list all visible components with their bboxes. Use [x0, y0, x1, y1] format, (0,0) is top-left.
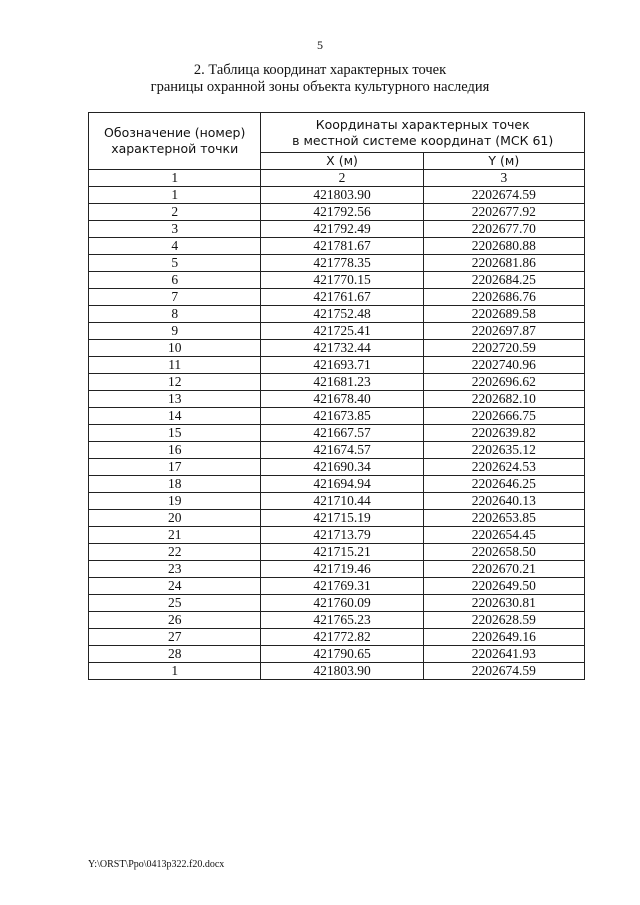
point-number-cell: 2 — [89, 204, 261, 221]
table-title — [0, 62, 640, 96]
table-row — [89, 578, 585, 595]
y-coordinate-cell: 2202680.88 — [423, 238, 584, 255]
table-header — [89, 113, 585, 187]
x-coordinate-cell: 421715.19 — [261, 510, 423, 527]
point-number-cell: 1 — [89, 187, 261, 204]
x-coordinate-cell: 421681.23 — [261, 374, 423, 391]
point-number-cell: 5 — [89, 255, 261, 272]
x-coordinate-cell: 421674.57 — [261, 442, 423, 459]
y-coordinate-cell: 2202689.58 — [423, 306, 584, 323]
y-coordinate-cell: 2202697.87 — [423, 323, 584, 340]
x-coordinate-cell: 421769.31 — [261, 578, 423, 595]
y-coordinate-cell: 2202646.25 — [423, 476, 584, 493]
table-row — [89, 595, 585, 612]
table-body — [89, 187, 585, 680]
point-number-cell: 15 — [89, 425, 261, 442]
x-coordinate-cell: 421673.85 — [261, 408, 423, 425]
header-coordinates — [261, 113, 585, 153]
y-coordinate-cell: 2202674.59 — [423, 187, 584, 204]
x-coordinate-cell: 421713.79 — [261, 527, 423, 544]
y-coordinate-cell: 2202658.50 — [423, 544, 584, 561]
x-coordinate-cell: 421781.67 — [261, 238, 423, 255]
y-coordinate-cell: 2202649.50 — [423, 578, 584, 595]
table-row — [89, 374, 585, 391]
x-coordinate-cell: 421765.23 — [261, 612, 423, 629]
table-row — [89, 323, 585, 340]
column-number-row — [89, 170, 585, 187]
table-row — [89, 629, 585, 646]
table-row — [89, 238, 585, 255]
column-number: 3 — [423, 170, 584, 187]
header-coordinates-line-1: Координаты характерных точек — [315, 116, 530, 132]
point-number-cell: 22 — [89, 544, 261, 561]
x-coordinate-cell: 421719.46 — [261, 561, 423, 578]
x-coordinate-cell: 421790.65 — [261, 646, 423, 663]
point-number-cell: 21 — [89, 527, 261, 544]
point-number-cell: 27 — [89, 629, 261, 646]
x-coordinate-cell: 421678.40 — [261, 391, 423, 408]
x-coordinate-cell: 421778.35 — [261, 255, 423, 272]
column-number: 1 — [89, 170, 261, 187]
column-number: 2 — [261, 170, 423, 187]
y-coordinate-cell: 2202684.25 — [423, 272, 584, 289]
table-row — [89, 527, 585, 544]
x-coordinate-cell: 421792.56 — [261, 204, 423, 221]
x-coordinate-cell: 421770.15 — [261, 272, 423, 289]
y-coordinate-cell: 2202686.76 — [423, 289, 584, 306]
x-coordinate-cell: 421710.44 — [261, 493, 423, 510]
point-number-cell: 3 — [89, 221, 261, 238]
y-coordinate-cell: 2202677.70 — [423, 221, 584, 238]
table-row — [89, 255, 585, 272]
table-row — [89, 357, 585, 374]
table-row — [89, 442, 585, 459]
x-coordinate-cell: 421667.57 — [261, 425, 423, 442]
point-number-cell: 14 — [89, 408, 261, 425]
point-number-cell: 16 — [89, 442, 261, 459]
y-coordinate-cell: 2202720.59 — [423, 340, 584, 357]
x-coordinate-cell: 421803.90 — [261, 187, 423, 204]
table-row — [89, 204, 585, 221]
y-coordinate-cell: 2202628.59 — [423, 612, 584, 629]
table-row — [89, 459, 585, 476]
point-number-cell: 6 — [89, 272, 261, 289]
y-coordinate-cell: 2202654.45 — [423, 527, 584, 544]
point-number-cell: 20 — [89, 510, 261, 527]
table-row — [89, 272, 585, 289]
x-coordinate-cell: 421772.82 — [261, 629, 423, 646]
y-coordinate-cell: 2202677.92 — [423, 204, 584, 221]
point-number-cell: 12 — [89, 374, 261, 391]
table-row — [89, 425, 585, 442]
x-coordinate-cell: 421690.34 — [261, 459, 423, 476]
y-coordinate-cell: 2202681.86 — [423, 255, 584, 272]
y-coordinate-cell: 2202740.96 — [423, 357, 584, 374]
table-row — [89, 306, 585, 323]
point-number-cell: 23 — [89, 561, 261, 578]
x-coordinate-cell: 421761.67 — [261, 289, 423, 306]
header-point-designation: Обозначение (номер) характерной точки — [89, 113, 261, 170]
table-row — [89, 187, 585, 204]
y-coordinate-cell: 2202653.85 — [423, 510, 584, 527]
point-number-cell: 11 — [89, 357, 261, 374]
title-line-1: 2. Таблица координат характерных точек — [193, 62, 447, 78]
point-number-cell: 8 — [89, 306, 261, 323]
header-y: Y (м) — [423, 153, 584, 170]
file-path-footer: Y:\ORST\Ppo\0413p322.f20.docx — [88, 859, 225, 870]
table-row — [89, 221, 585, 238]
table-row — [89, 544, 585, 561]
y-coordinate-cell: 2202670.21 — [423, 561, 584, 578]
table-row — [89, 646, 585, 663]
title-line-2: границы охранной зоны объекта культурного наследия — [150, 79, 490, 95]
point-number-cell: 25 — [89, 595, 261, 612]
point-number-cell: 10 — [89, 340, 261, 357]
point-number-cell: 24 — [89, 578, 261, 595]
point-number-cell: 17 — [89, 459, 261, 476]
point-number-cell: 1 — [89, 663, 261, 680]
point-number-cell: 7 — [89, 289, 261, 306]
x-coordinate-cell: 421715.21 — [261, 544, 423, 561]
table-row — [89, 612, 585, 629]
x-coordinate-cell: 421694.94 — [261, 476, 423, 493]
y-coordinate-cell: 2202666.75 — [423, 408, 584, 425]
table-row — [89, 663, 585, 680]
y-coordinate-cell: 2202640.13 — [423, 493, 584, 510]
table-row — [89, 340, 585, 357]
point-number-cell: 26 — [89, 612, 261, 629]
point-number-cell: 13 — [89, 391, 261, 408]
y-coordinate-cell: 2202624.53 — [423, 459, 584, 476]
y-coordinate-cell: 2202635.12 — [423, 442, 584, 459]
x-coordinate-cell: 421752.48 — [261, 306, 423, 323]
table-row — [89, 408, 585, 425]
x-coordinate-cell: 421792.49 — [261, 221, 423, 238]
y-coordinate-cell: 2202641.93 — [423, 646, 584, 663]
x-coordinate-cell: 421693.71 — [261, 357, 423, 374]
x-coordinate-cell: 421725.41 — [261, 323, 423, 340]
header-coordinates-line-2: в местной системе координат (МСК 61) — [292, 132, 554, 148]
y-coordinate-cell: 2202639.82 — [423, 425, 584, 442]
y-coordinate-cell: 2202674.59 — [423, 663, 584, 680]
table-row — [89, 510, 585, 527]
table-row — [89, 391, 585, 408]
x-coordinate-cell: 421760.09 — [261, 595, 423, 612]
y-coordinate-cell: 2202682.10 — [423, 391, 584, 408]
y-coordinate-cell: 2202696.62 — [423, 374, 584, 391]
table-row — [89, 493, 585, 510]
table-row — [89, 289, 585, 306]
y-coordinate-cell: 2202630.81 — [423, 595, 584, 612]
point-number-cell: 9 — [89, 323, 261, 340]
point-number-cell: 18 — [89, 476, 261, 493]
y-coordinate-cell: 2202649.16 — [423, 629, 584, 646]
page-number: 5 — [317, 38, 323, 52]
table-row — [89, 476, 585, 493]
coordinates-table — [88, 112, 585, 680]
point-number-cell: 4 — [89, 238, 261, 255]
point-number-cell: 28 — [89, 646, 261, 663]
header-x: X (м) — [261, 153, 423, 170]
x-coordinate-cell: 421732.44 — [261, 340, 423, 357]
point-number-cell: 19 — [89, 493, 261, 510]
table-row — [89, 561, 585, 578]
x-coordinate-cell: 421803.90 — [261, 663, 423, 680]
